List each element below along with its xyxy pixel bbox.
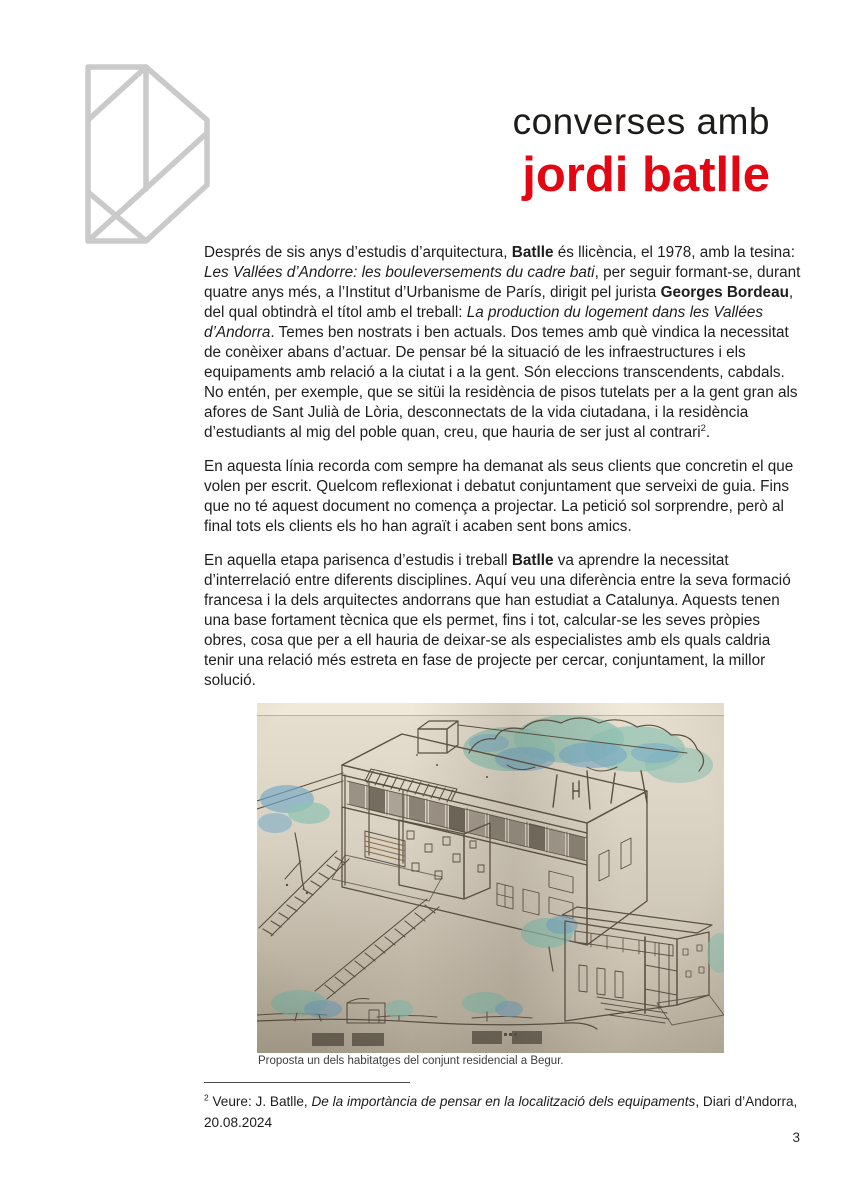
- footnote-separator: [204, 1082, 410, 1083]
- page-number: 3: [792, 1130, 800, 1145]
- article-body: [204, 243, 804, 705]
- header: [513, 100, 770, 201]
- logo-mark-icon: [84, 58, 214, 248]
- footnote-text: $^2$ Veure: J. Batlle, De la importància de pensar en la localització dels equipaments, Diari d’Andorra, 20.08.2024: [204, 1092, 798, 1130]
- footnote: [204, 1082, 804, 1133]
- architectural-sketch-image: [257, 703, 724, 1053]
- body-paragraph: En aquella etapa parisenca d’estudis i treball Batlle va aprendre la necessitat d’interrelació entre diferents disciplines. Aquí veu una diferència entre la seva formació francesa i la dels arquitectes andorrans que han estudiat a Catalunya. Aquests tenen una base fortament tècnica que els permet, fins i tot, calcular-se les seves pròpies obres, cosa que per a ell hauria de deixar-se als especialistes amb els quals caldria tenir una relació més estreta en fase de projecte per cercar, conjuntament, la millor solució.: [204, 552, 791, 689]
- series-title: converses amb: [512, 101, 770, 142]
- body-paragraph: Després de sis anys d’estudis d’arquitectura, Batlle és llicència, el 1978, amb la tesina: Les Vallées d’Andorre: les bouleversements du cadre bati, per seguir formant-se, durant quatre anys més, a l’Institut d’Urbanisme de París, dirigit pel jurista Georges Bordeau, del qual obtindrà el títol amb el treball: La production du logement dans les Vallées d’Andorra. Temes ben nostrats i ben actuals. Dos temes amb què vindica la necessitat de conèixer abans d’actuar. De pensar bé la situació de les infraestructures i els equipaments amb relació a la ciutat i a la gent. Són eleccions transcendents, cabdals. No entén, per exemple, que se sitüi la residència de pisos tutelats per a la gent gran als afores de Sant Julià de Lòria, desconnectats de la vida ciutadana, i la residència d’estudiants al mig del poble quan, creu, que hauria de ser just al contrari$^2$.: [204, 244, 801, 441]
- figure-caption: Proposta un dels habitatges del conjunt residencial a Begur.: [258, 1055, 564, 1067]
- interviewee-name: jordi batlle: [522, 147, 770, 202]
- body-paragraph: En aquesta línia recorda com sempre ha demanat als seus clients que concretin el que volen per escrit. Quelcom reflexionat i debatut conjuntament que serveixi de guia. Fins que no té aquest document no comença a projectar. La petició sol sorprendre, però al final tots els clients els ho han agraït i acaben sent bons amics.: [204, 458, 794, 535]
